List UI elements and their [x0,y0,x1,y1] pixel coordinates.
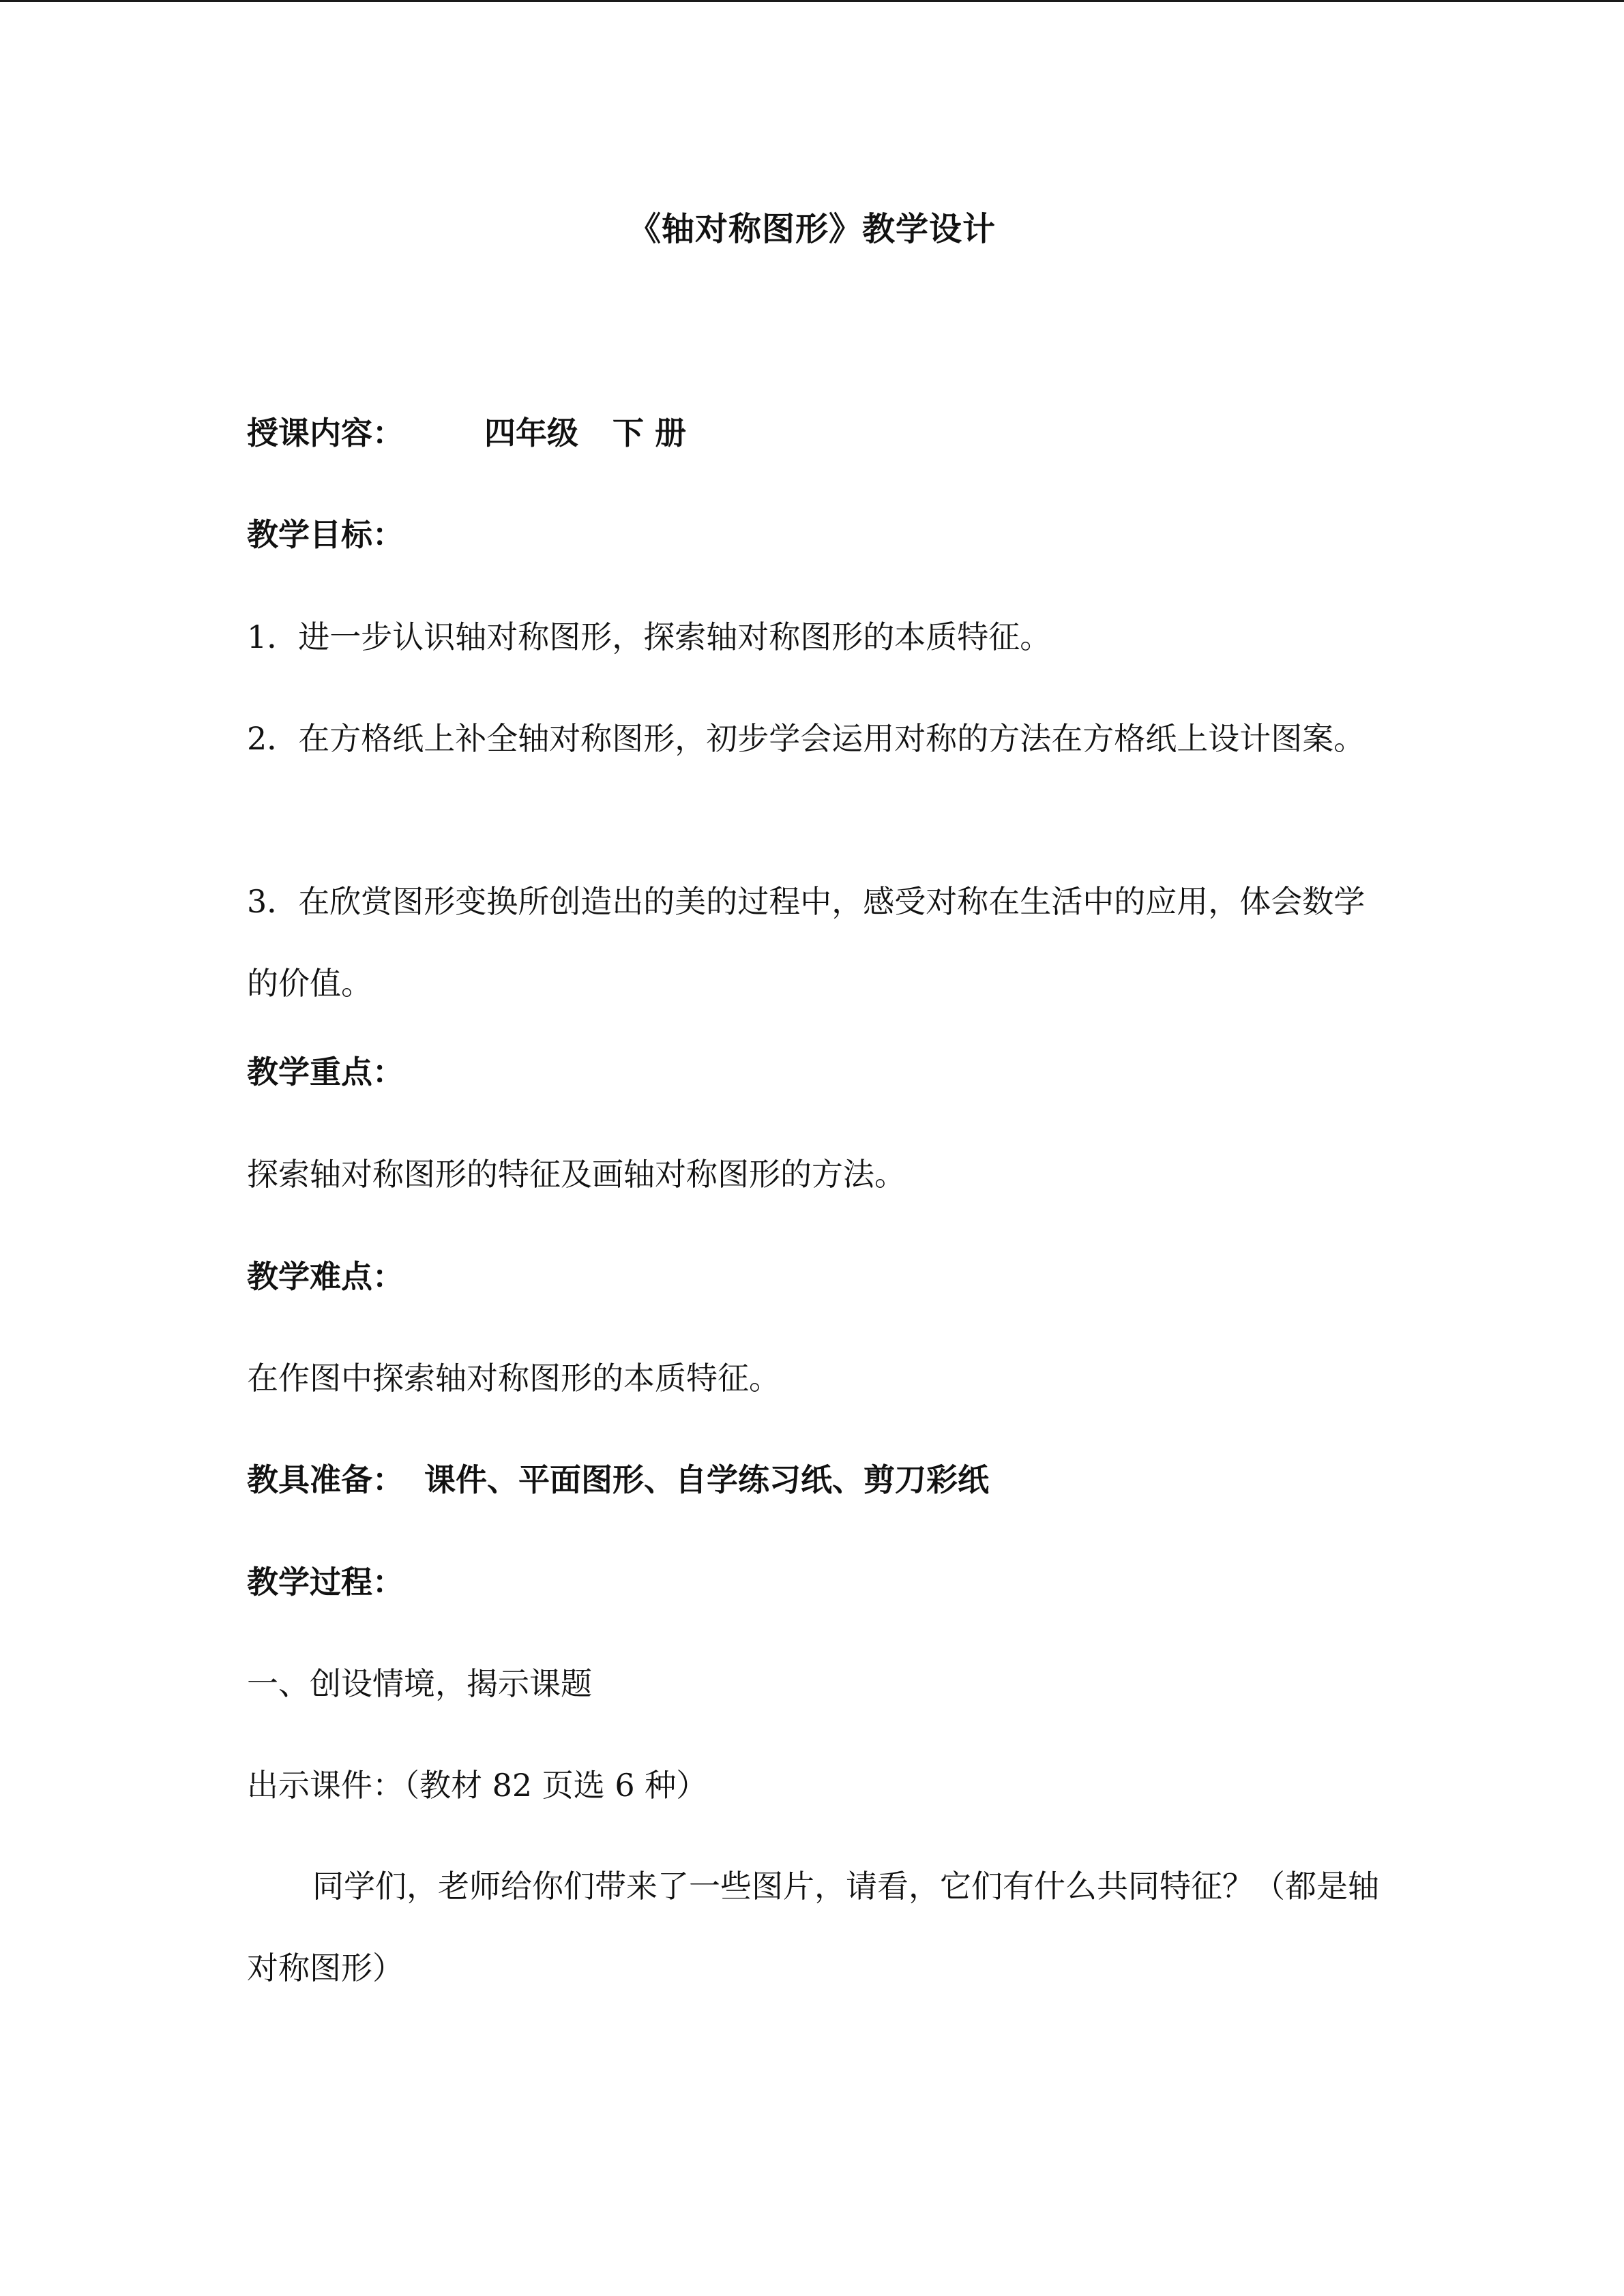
process-heading: 教学过程： [247,1564,404,1600]
intro-paragraph: 同学们，老师给你们带来了一些图片，请看，它们有什么共同特征？（都是轴对称图形） [247,1868,1379,1986]
grade-value: 四年级 [484,415,578,451]
key-points-heading: 教学重点： [247,1054,404,1090]
objective-item-2: 2．在方格纸上补全轴对称图形，初步学会运用对称的方法在方格纸上设计图案。 [247,720,1365,757]
page-top-border [0,0,1624,2]
objectives-heading: 教学目标： [247,516,404,553]
materials-label: 教具准备： [247,1461,404,1498]
difficulties-heading: 教学难点： [247,1258,404,1295]
objective-item-1: 1．进一步认识轴对称图形，探索轴对称图形的本质特征。 [247,618,1052,655]
step1-heading: 一、创设情境，揭示课题 [247,1665,592,1702]
objective-item-3: 3．在欣赏图形变换所创造出的美的过程中，感受对称在生活中的应用，体会数学的价值。 [247,883,1365,1002]
document-title: 《轴对称图形》教学设计 [628,210,996,248]
key-points-text: 探索轴对称图形的特征及画轴对称图形的方法。 [247,1156,906,1193]
materials-row [247,1455,1393,1504]
content-row [247,408,1393,458]
content-label: 授课内容： [247,415,404,451]
courseware-line: 出示课件：（教材 82 页选 6 种） [247,1767,708,1804]
materials-value: 课件、平面图形、自学练习纸、剪刀彩纸 [424,1461,989,1498]
difficulties-text: 在作图中探索轴对称图形的本质特征。 [247,1360,780,1397]
volume-value: 下 册 [612,415,687,451]
